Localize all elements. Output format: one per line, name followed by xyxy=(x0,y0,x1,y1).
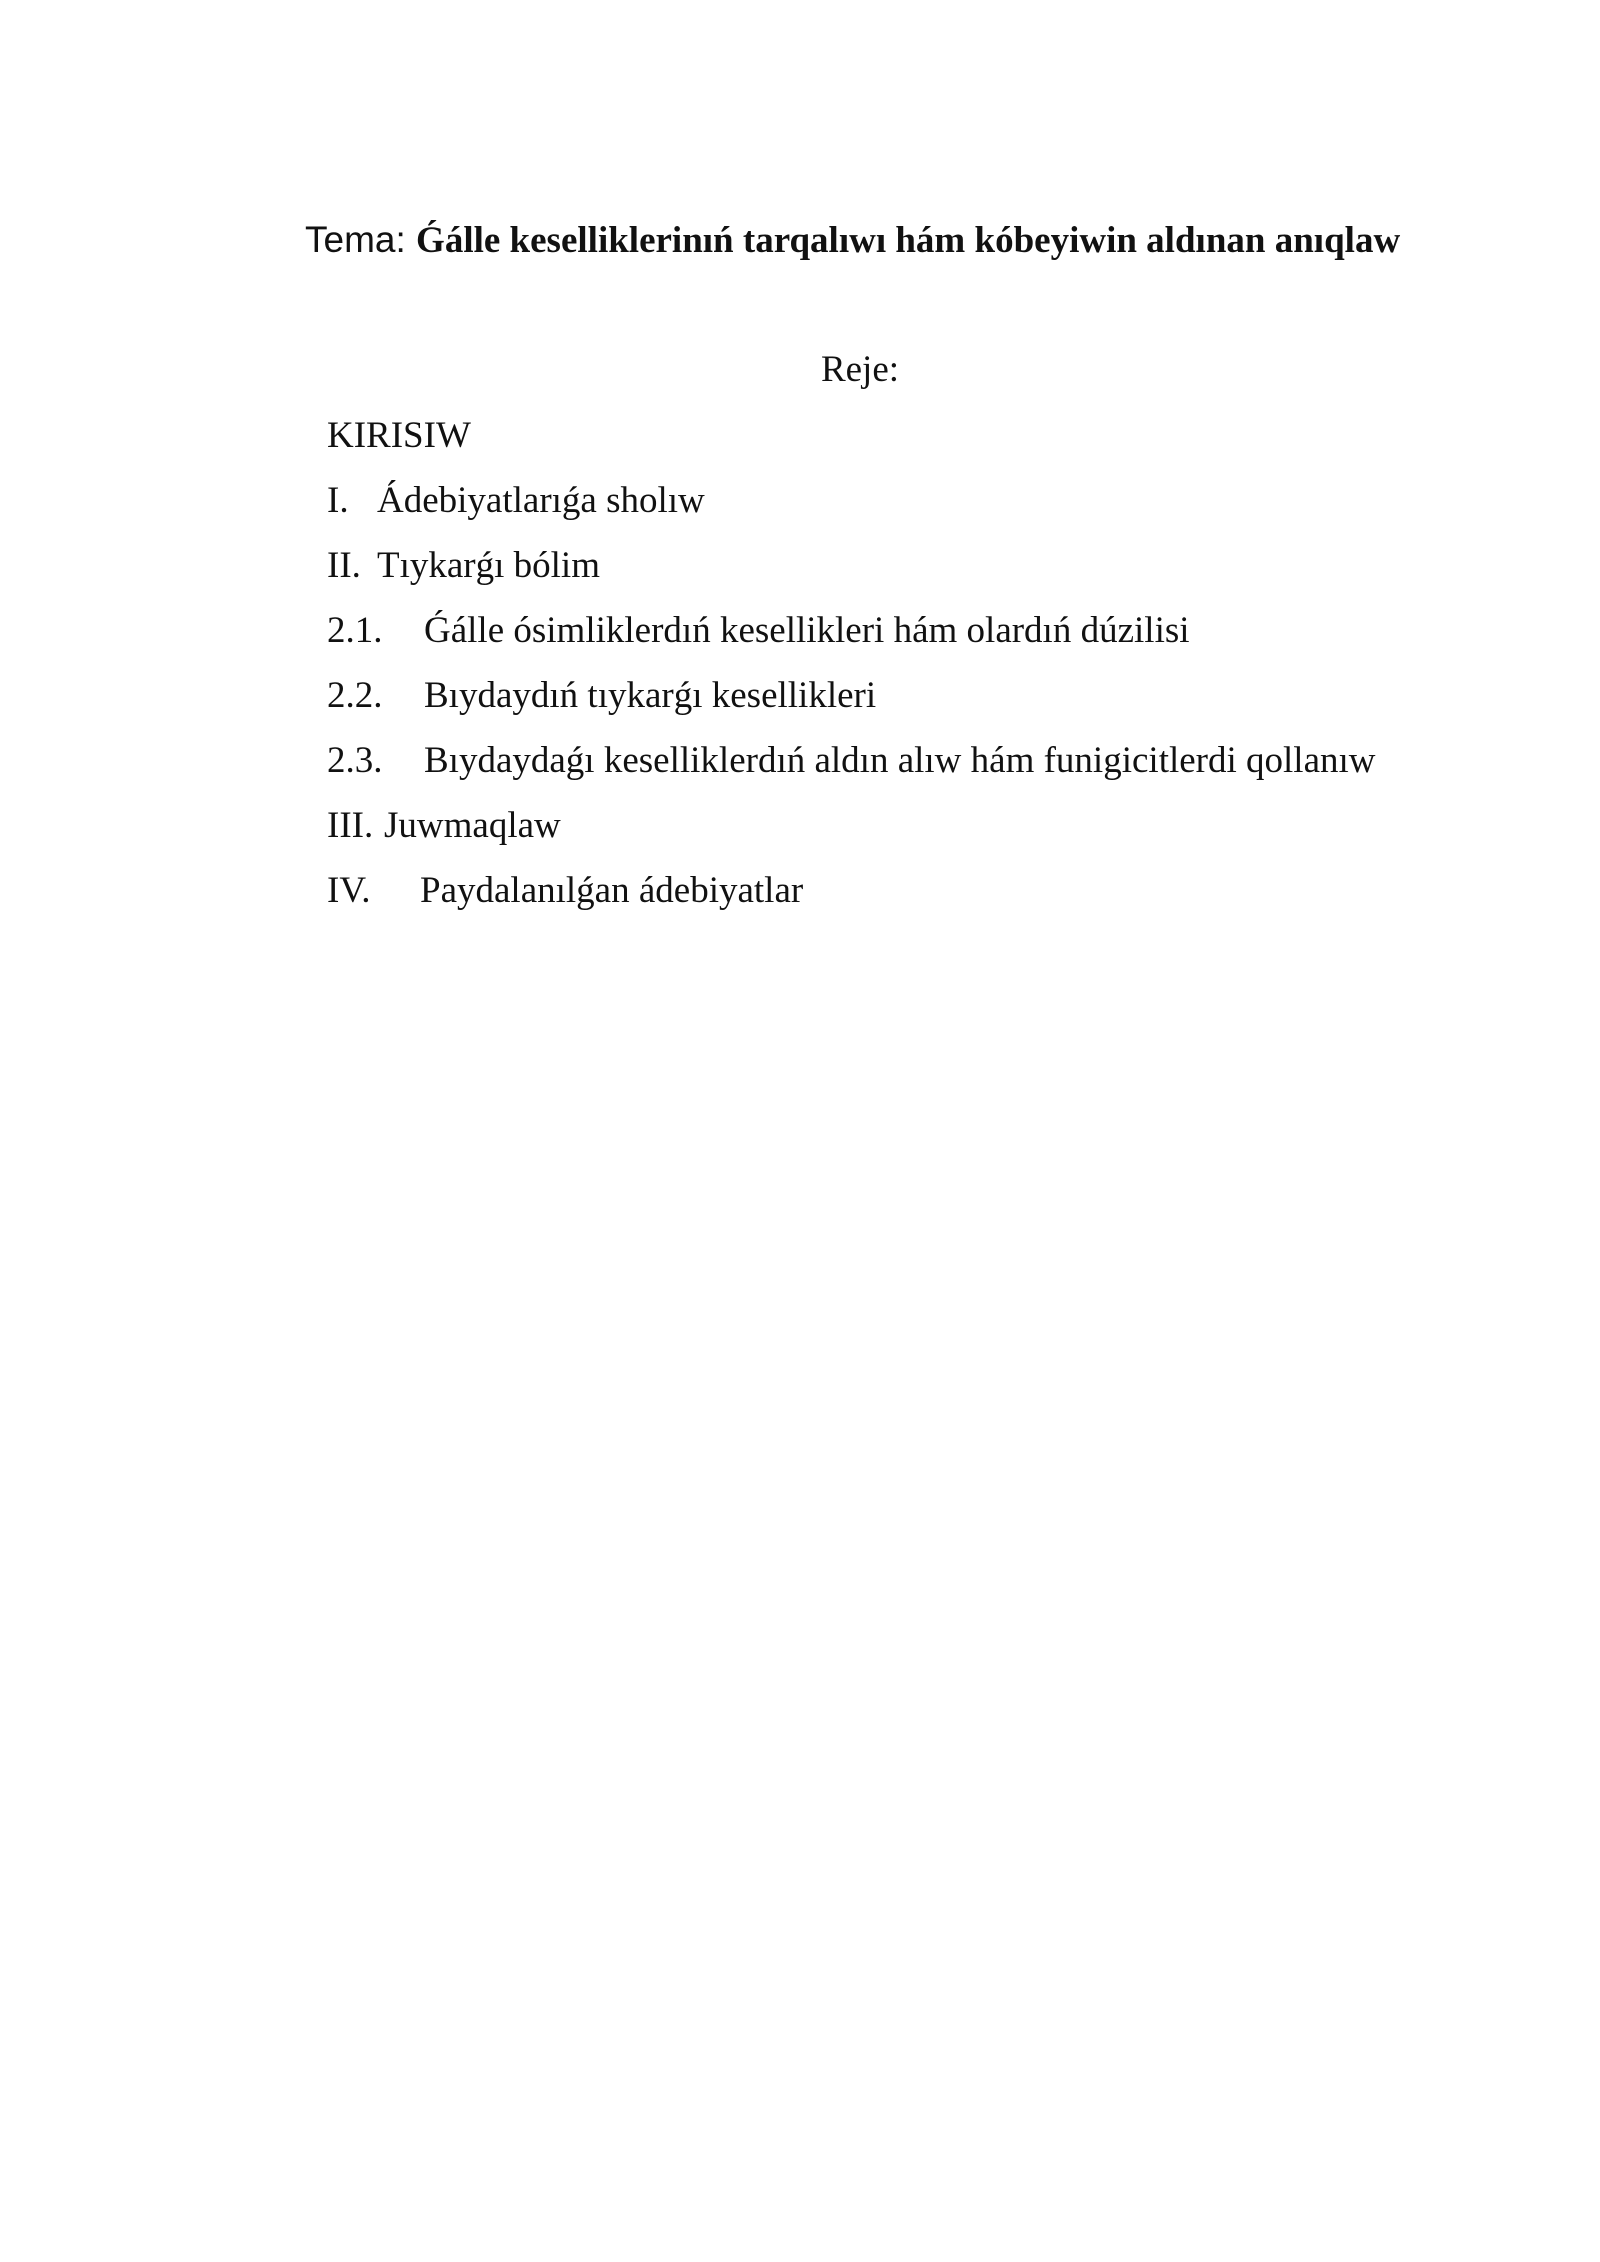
toc-item-label: Tıykarǵı bólim xyxy=(377,545,600,586)
toc-item xyxy=(327,477,1376,542)
toc-item-label: Juwmaqlaw xyxy=(384,805,561,846)
toc-item xyxy=(327,542,1376,607)
toc-item-label: KIRISIW xyxy=(327,415,471,456)
title-prefix: Tema: xyxy=(305,219,417,260)
toc-item-number: II. xyxy=(327,545,361,586)
document-title xyxy=(305,216,1400,265)
toc-item-label: Ádebiyatlarıǵa sholıw xyxy=(377,480,705,521)
plan-heading: Reje: xyxy=(820,349,900,390)
table-of-contents xyxy=(327,412,1376,932)
toc-item-label: Bıydaydaǵı keselliklerdıń aldın alıw hám funigicitlerdi qollanıw xyxy=(424,740,1376,781)
toc-item-label: Bıydaydıń tıykarǵı kesellikleri xyxy=(424,675,877,716)
toc-item xyxy=(327,737,1376,802)
toc-item xyxy=(327,867,1376,932)
title-main: Ǵálle keselliklerinıń tarqalıwı hám kóbeyiwin aldınan anıqlaw xyxy=(416,220,1401,261)
toc-item-number: 2.1. xyxy=(327,610,383,651)
toc-item-number: 2.2. xyxy=(327,675,383,716)
toc-item-number: III. xyxy=(327,805,374,846)
toc-item-label: Ǵálle ósimliklerdıń kesellikleri hám olardıń dúzilisi xyxy=(424,610,1190,651)
toc-item xyxy=(327,607,1376,672)
toc-item xyxy=(327,412,1376,477)
toc-item-number: 2.3. xyxy=(327,740,383,781)
toc-item xyxy=(327,802,1376,867)
toc-item-number: I. xyxy=(327,480,349,521)
toc-item-label: Paydalanılǵan ádebiyatlar xyxy=(420,870,804,911)
toc-item xyxy=(327,672,1376,737)
toc-item-number: IV. xyxy=(327,870,371,911)
